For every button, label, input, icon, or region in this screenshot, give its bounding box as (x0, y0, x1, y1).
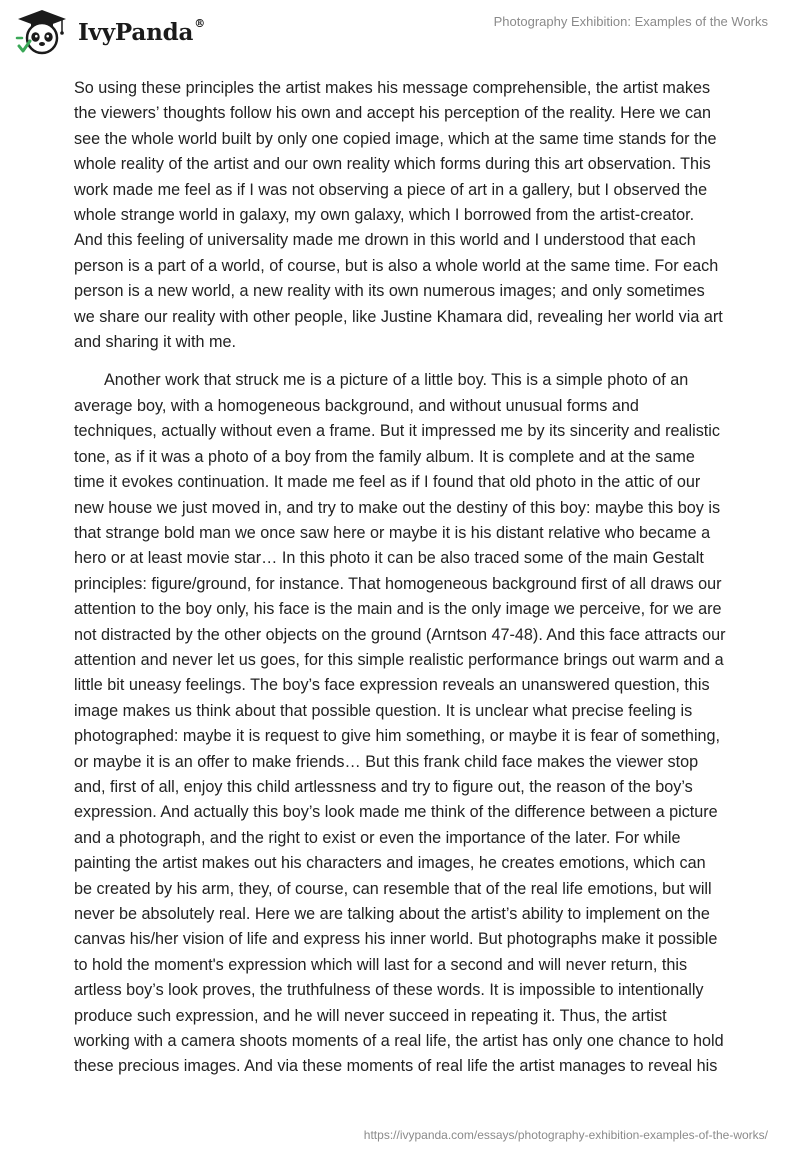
source-url[interactable]: https://ivypanda.com/essays/photography-exhibition-examples-of-the-works/ (363, 1128, 768, 1142)
paragraph: Another work that struck me is a picture of a little boy. This is a simple photo of an average boy, with a homogeneous background, and without unusual forms and techniques, actually without even a frame. But it impressed me by its sincerity and realistic tone, as if it was a photo of a boy from the family album. It is complete and at the same time it evokes continuation. It made me feel as if I found that old photo in the attic of our new house we just moved in, and try to make out the destiny of this boy: maybe this boy is that strange bold man we once saw here or maybe it is his distant relative who became a hero or at least movie star… In this photo it can be also traced some of the main Gestalt principles: figure/ground, for instance. That homogeneous background first of all draws our attention to the boy only, his face is the main and is the only image we perceive, for we are not distracted by the other objects on the ground (Arntson 47-48). And this face attracts our attention and never let us goes, for this simple realistic performance brings out warm and a little bit uneasy feelings. The boy’s face expression reveals an unanswered question, this image makes us think about that possible question. It is unclear what precise feeling is photographed: maybe it is request to give him something, or maybe it is fear of something, or maybe it is an offer to make friends… But this frank child face makes the viewer stop and, first of all, enjoy this child artlessness and try to figure out, the reason of the boy’s expression. And actually this boy’s look made me think of the difference between a picture and a photograph, and the right to exist or even the importance of the later. For while painting the artist makes out his characters and images, he creates emotions, which can be created by his arm, they, of course, can resemble that of the real life emotions, but will never be absolutely real. Here we are talking about the artist’s ability to implement on the canvas his/her vision of life and express his inner world. But photographs make it possible to hold the moment's expression which will last for a second and will never return, this artless boy’s look proves, the truthfulness of these words. It is impossible to intentionally produce such expression, and he will never succeed in repeating it. Thus, the artist working with a camera shoots moments of a real life, the artist has only one chance to hold these precious images. And via these moments of real life the artist manages to reveal his (74, 371, 726, 1076)
document-title: Photography Exhibition: Examples of the Works (493, 14, 768, 29)
registered-mark: ® (194, 16, 205, 30)
page-header (0, 0, 800, 70)
panda-mascot-icon (14, 8, 70, 56)
brand-logo[interactable] (14, 8, 205, 56)
brand-name: IvyPanda® (78, 16, 205, 46)
paragraph: So using these principles the artist makes his message comprehensible, the artist makes the viewers’ thoughts follow his own and accept his perception of the reality. Here we can see the whole world built by only one copied image, which at the same time stands for the whole reality of the artist and our own reality which forms during this art observation. This work made me feel as if I was not observing a piece of art in a gallery, but I observed the whole strange world in galaxy, my own galaxy, which I borrowed from the artist-creator. And this feeling of universality made me drown in this world and I understood that each person is a part of a world, of course, but is also a whole world at the same time. For each person is a new world, a new reality with its own numerous images; and only sometimes we share our reality with other people, like Justine Khamara did, revealing her world via art and sharing it with me. (74, 79, 723, 352)
essay-body (74, 76, 726, 1093)
